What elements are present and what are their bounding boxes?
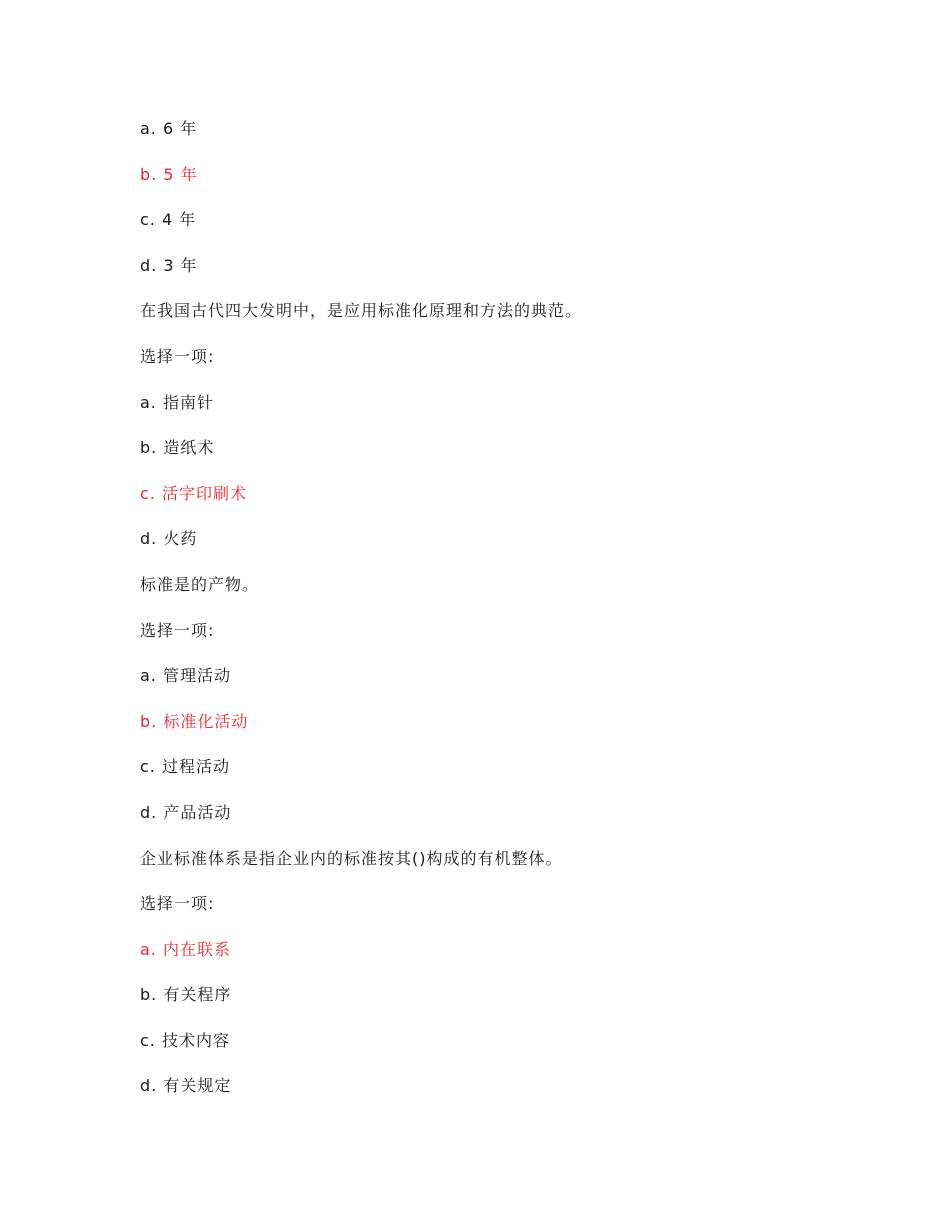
option-a-internal-relation: a. 内在联系 xyxy=(140,939,231,959)
option-c-4-years: c. 4 年 xyxy=(140,210,197,230)
option-c-technical-content: c. 技术内容 xyxy=(140,1030,230,1050)
option-b-papermaking: b. 造纸术 xyxy=(140,438,215,458)
question-standard-product: 标准是的产物。 xyxy=(140,574,260,594)
select-one-prompt: 选择一项: xyxy=(140,620,215,640)
option-c-process: c. 过程活动 xyxy=(140,757,230,777)
option-b-standardization: b. 标准化活动 xyxy=(140,711,249,731)
option-d-gunpowder: d. 火药 xyxy=(140,529,198,549)
option-b-5-years: b. 5 年 xyxy=(140,164,198,184)
document-page xyxy=(140,118,840,1121)
option-c-movable-type: c. 活字印刷术 xyxy=(140,483,247,503)
option-a-management: a. 管理活动 xyxy=(140,666,231,686)
option-d-regulations: d. 有关规定 xyxy=(140,1076,232,1096)
option-d-product: d. 产品活动 xyxy=(140,802,232,822)
option-d-3-years: d. 3 年 xyxy=(140,255,198,275)
option-b-procedures: b. 有关程序 xyxy=(140,985,232,1005)
option-a-compass: a. 指南针 xyxy=(140,392,214,412)
option-a-6-years: a. 6 年 xyxy=(140,119,198,138)
question-enterprise-standard-system: 企业标准体系是指企业内的标准按其()构成的有机整体。 xyxy=(140,848,563,868)
select-one-prompt: 选择一项: xyxy=(140,894,215,914)
question-four-inventions: 在我国古代四大发明中，是应用标准化原理和方法的典范。 xyxy=(140,301,583,321)
select-one-prompt: 选择一项: xyxy=(140,346,215,366)
